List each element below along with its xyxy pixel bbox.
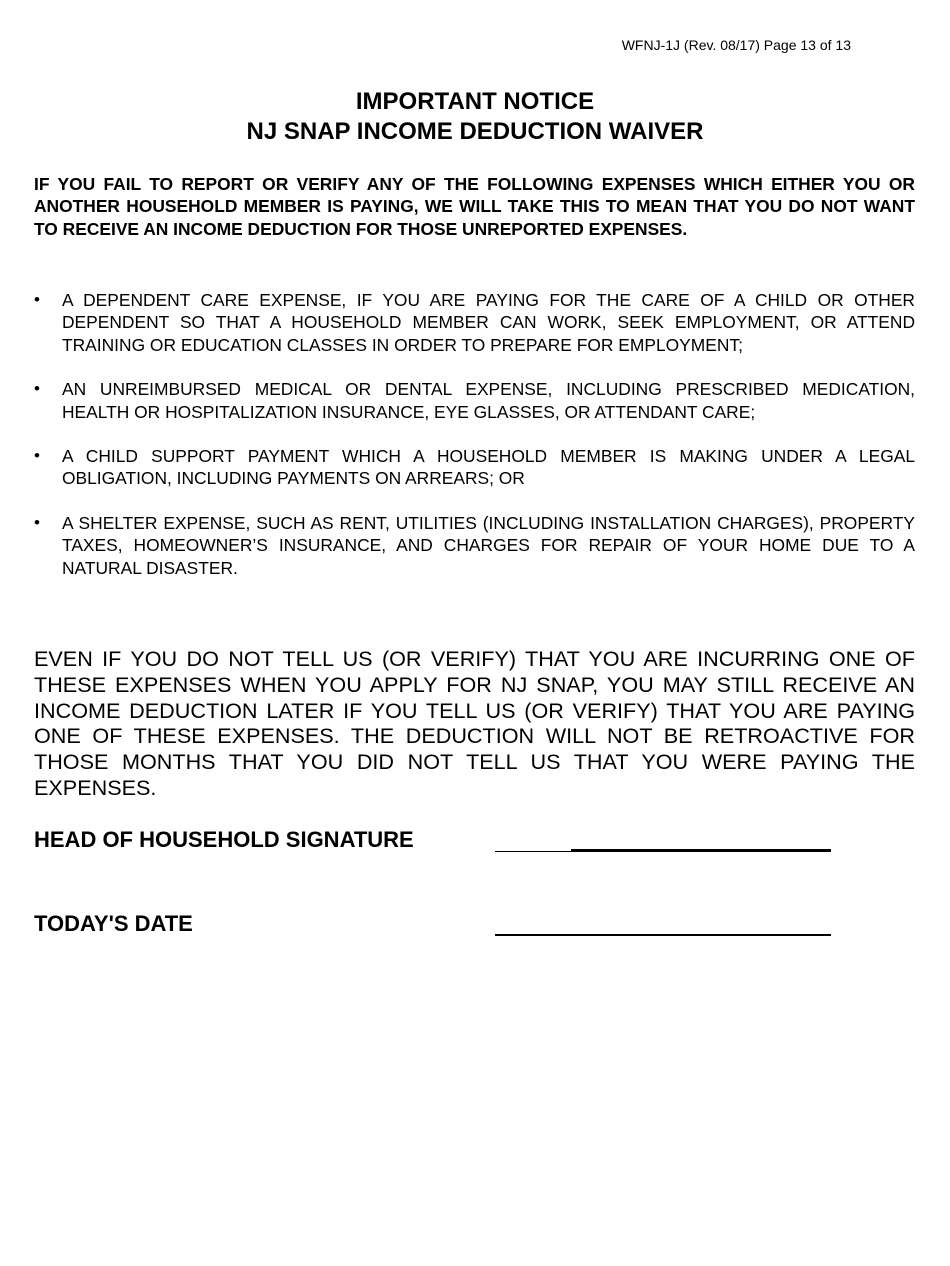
- page-title: [0, 87, 950, 147]
- title-line-2: NJ SNAP INCOME DEDUCTION WAIVER: [246, 118, 704, 145]
- bullet-icon: •: [34, 379, 40, 399]
- expense-item-medical: [34, 378, 915, 423]
- expense-list: [34, 289, 915, 601]
- signature-line-underscore: [571, 849, 831, 851]
- bullet-icon: •: [34, 446, 40, 466]
- date-label: TODAY'S DATE: [34, 911, 193, 936]
- bullet-icon: •: [34, 512, 40, 532]
- date-line[interactable]: [495, 934, 831, 936]
- expense-item-shelter: [34, 512, 915, 579]
- expense-item-dependent-care: [34, 289, 915, 356]
- notice-paragraph: EVEN IF YOU DO NOT TELL US (OR VERIFY) THAT YOU ARE INCURRING ONE OF THESE EXPENSES WHEN YOU APPLY FOR NJ SNAP, YOU MAY STILL RECEIVE AN INCOME DEDUCTION LATER IF YOU TELL US (OR VERIFY) THAT YOU ARE PAYING ONE OF THESE EXPENSES. THE DEDUCTION WILL NOT BE RETROACTIVE FOR THOSE MONTHS THAT YOU DID NOT TELL US THAT YOU WERE PAYING THE EXPENSES.: [34, 646, 915, 800]
- expense-item-text: A SHELTER EXPENSE, SUCH AS RENT, UTILITIES (INCLUDING INSTALLATION CHARGES), PROPERTY TAXES, HOMEOWNER’S INSURANCE, AND CHARGES FOR REPAIR OF YOUR HOME DUE TO A NATURAL DISASTER.: [62, 512, 915, 578]
- expense-item-text: AN UNREIMBURSED MEDICAL OR DENTAL EXPENSE, INCLUDING PRESCRIBED MEDICATION, HEALTH OR HOSPITALIZATION INSURANCE, EYE GLASSES, OR ATTENDANT CARE;: [62, 379, 915, 422]
- expense-item-text: A CHILD SUPPORT PAYMENT WHICH A HOUSEHOLD MEMBER IS MAKING UNDER A LEGAL OBLIGATION, INCLUDING PAYMENTS ON ARREARS; OR: [62, 446, 915, 489]
- signature-line[interactable]: [495, 851, 831, 852]
- expense-item-text: A DEPENDENT CARE EXPENSE, IF YOU ARE PAYING FOR THE CARE OF A CHILD OR OTHER DEPENDENT SO THAT A HOUSEHOLD MEMBER CAN WORK, SEEK EMPLOYMENT, OR ATTEND TRAINING OR EDUCATION CLASSES IN ORDER TO PREPARE FOR EMPLOYMENT;: [62, 290, 915, 355]
- title-line-1: IMPORTANT NOTICE: [355, 88, 595, 115]
- expense-item-child-support: [34, 445, 915, 490]
- bullet-icon: •: [34, 290, 40, 309]
- form-id-header: WFNJ-1J (Rev. 08/17) Page 13 of 13: [621, 37, 851, 53]
- warning-paragraph: IF YOU FAIL TO REPORT OR VERIFY ANY OF THE FOLLOWING EXPENSES WHICH EITHER YOU OR ANOTHER HOUSEHOLD MEMBER IS PAYING, WE WILL TAKE THIS TO MEAN THAT YOU DO NOT WANT TO RECEIVE AN INCOME DEDUCTION FOR THOSE UNREPORTED EXPENSES.: [34, 174, 915, 239]
- signature-label: HEAD OF HOUSEHOLD SIGNATURE: [34, 827, 414, 852]
